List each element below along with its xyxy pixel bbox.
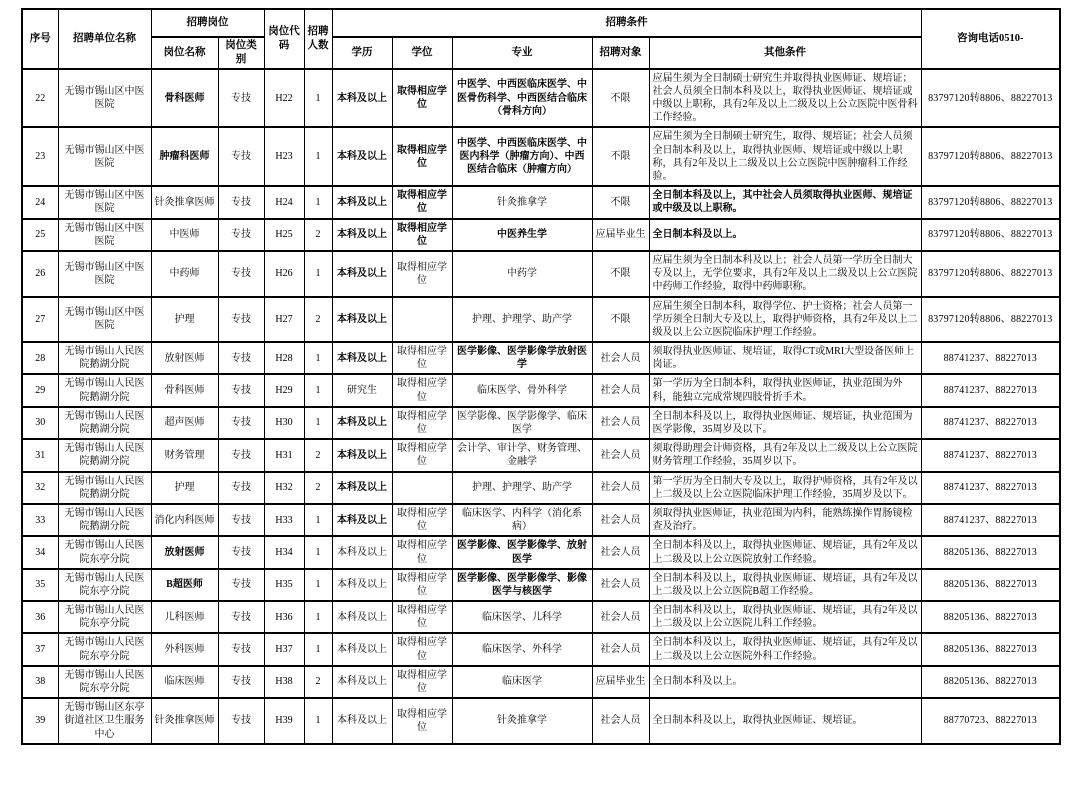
cell-count: 1 <box>304 407 332 439</box>
cell-unit: 无锡市锡山人民医院鹅湖分院 <box>58 472 151 504</box>
cell-name: B超医师 <box>151 569 218 601</box>
cell-phone: 83797120转8806、88227013 <box>921 127 1060 186</box>
cell-code: H26 <box>264 251 304 297</box>
cell-edu: 本科及以上 <box>332 297 392 343</box>
cell-other: 应届生须为全日制本科及以上；社会人员第一学历全日制大专及以上，无学位要求，具有2年及以上二级及以上公立医院中药师工作经验，取得中药师职称。 <box>649 251 921 297</box>
cell-seq: 29 <box>22 374 58 406</box>
cell-category: 专技 <box>218 69 264 128</box>
cell-phone: 83797120转8806、88227013 <box>921 219 1060 251</box>
cell-unit: 无锡市锡山人民医院东亭分院 <box>58 569 151 601</box>
cell-other: 全日制本科及以上。 <box>649 219 921 251</box>
cell-name: 肿瘤科医师 <box>151 127 218 186</box>
cell-major: 针灸推拿学 <box>452 698 592 744</box>
cell-seq: 27 <box>22 297 58 343</box>
cell-edu: 本科及以上 <box>332 439 392 471</box>
cell-major: 临床医学、外科学 <box>452 633 592 665</box>
cell-other: 应届生须为全日制硕士研究生并取得执业医师证、规培证；社会人员须全日制本科及以上，取得执业医师证、规培证或中级以上职称，具有2年及以上二级及以上公立医院中医骨科工作经验。 <box>649 69 921 128</box>
cell-target: 不限 <box>592 251 649 297</box>
cell-code: H35 <box>264 569 304 601</box>
cell-seq: 26 <box>22 251 58 297</box>
cell-code: H39 <box>264 698 304 744</box>
cell-category: 专技 <box>218 698 264 744</box>
cell-other: 全日制本科及以上，取得执业医师证、规培证，具有2年及以上二级及以上公立医院放射工作经验。 <box>649 536 921 568</box>
cell-unit: 无锡市锡山区东亭街道社区卫生服务中心 <box>58 698 151 744</box>
cell-unit: 无锡市锡山区中医医院 <box>58 186 151 218</box>
cell-major: 临床医学、儿科学 <box>452 601 592 633</box>
header-degree: 学位 <box>392 37 452 69</box>
cell-seq: 31 <box>22 439 58 471</box>
cell-unit: 无锡市锡山区中医医院 <box>58 219 151 251</box>
cell-target: 不限 <box>592 297 649 343</box>
cell-degree: 取得相应学位 <box>392 374 452 406</box>
cell-category: 专技 <box>218 569 264 601</box>
cell-edu: 本科及以上 <box>332 251 392 297</box>
table-row <box>22 374 1060 406</box>
cell-degree: 取得相应学位 <box>392 601 452 633</box>
cell-phone: 83797120转8806、88227013 <box>921 69 1060 128</box>
cell-code: H37 <box>264 633 304 665</box>
cell-category: 专技 <box>218 219 264 251</box>
header-position-group: 招聘岗位 <box>151 9 264 37</box>
cell-category: 专技 <box>218 601 264 633</box>
cell-major: 中医学、中西医临床医学、中医骨伤科学、中西医结合临床（骨科方向） <box>452 69 592 128</box>
cell-name: 儿科医师 <box>151 601 218 633</box>
cell-other: 应届生须全日制本科，取得学位、护士资格；社会人员第一学历须全日制大专及以上，取得护师资格，具有2年及以上二级及以上公立医院临床护理工作经验。 <box>649 297 921 343</box>
cell-phone: 88205136、88227013 <box>921 601 1060 633</box>
cell-category: 专技 <box>218 251 264 297</box>
cell-degree: 取得相应学位 <box>392 504 452 536</box>
cell-phone: 88741237、88227013 <box>921 504 1060 536</box>
cell-degree <box>392 297 452 343</box>
cell-code: H30 <box>264 407 304 439</box>
cell-edu: 本科及以上 <box>332 69 392 128</box>
cell-unit: 无锡市锡山人民医院东亭分院 <box>58 536 151 568</box>
cell-target: 社会人员 <box>592 504 649 536</box>
cell-seq: 34 <box>22 536 58 568</box>
cell-unit: 无锡市锡山人民医院鹅湖分院 <box>58 439 151 471</box>
cell-major: 医学影像、医学影像学、临床医学 <box>452 407 592 439</box>
header-phone: 咨询电话0510- <box>921 9 1060 69</box>
cell-category: 专技 <box>218 297 264 343</box>
cell-unit: 无锡市锡山区中医医院 <box>58 251 151 297</box>
cell-target: 社会人员 <box>592 536 649 568</box>
cell-target: 社会人员 <box>592 569 649 601</box>
cell-major: 会计学、审计学、财务管理、金融学 <box>452 439 592 471</box>
cell-name: 财务管理 <box>151 439 218 471</box>
cell-name: 针灸推拿医师 <box>151 698 218 744</box>
cell-count: 1 <box>304 127 332 186</box>
cell-edu: 本科及以上 <box>332 633 392 665</box>
cell-target: 不限 <box>592 127 649 186</box>
cell-phone: 88205136、88227013 <box>921 633 1060 665</box>
header-position-category: 岗位类别 <box>218 37 264 69</box>
cell-other: 全日制本科及以上。 <box>649 666 921 698</box>
cell-name: 骨科医师 <box>151 374 218 406</box>
cell-unit: 无锡市锡山人民医院鹅湖分院 <box>58 504 151 536</box>
cell-edu: 研究生 <box>332 374 392 406</box>
cell-major: 护理、护理学、助产学 <box>452 297 592 343</box>
header-conditions-group: 招聘条件 <box>332 9 921 37</box>
cell-seq: 39 <box>22 698 58 744</box>
cell-edu: 本科及以上 <box>332 472 392 504</box>
cell-target: 社会人员 <box>592 633 649 665</box>
cell-code: H24 <box>264 186 304 218</box>
cell-seq: 38 <box>22 666 58 698</box>
cell-seq: 23 <box>22 127 58 186</box>
cell-category: 专技 <box>218 504 264 536</box>
table-row <box>22 633 1060 665</box>
cell-count: 1 <box>304 698 332 744</box>
cell-name: 中药师 <box>151 251 218 297</box>
cell-phone: 83797120转8806、88227013 <box>921 186 1060 218</box>
cell-phone: 83797120转8806、88227013 <box>921 251 1060 297</box>
cell-phone: 88770723、88227013 <box>921 698 1060 744</box>
cell-count: 2 <box>304 666 332 698</box>
header-other: 其他条件 <box>649 37 921 69</box>
table-row <box>22 472 1060 504</box>
table-row <box>22 666 1060 698</box>
recruitment-table <box>21 8 1061 745</box>
header-code: 岗位代码 <box>264 9 304 69</box>
cell-major: 临床医学、内科学（消化系病） <box>452 504 592 536</box>
cell-name: 超声医师 <box>151 407 218 439</box>
cell-name: 针灸推拿医师 <box>151 186 218 218</box>
cell-degree: 取得相应学位 <box>392 219 452 251</box>
cell-degree: 取得相应学位 <box>392 407 452 439</box>
cell-degree: 取得相应学位 <box>392 698 452 744</box>
cell-edu: 本科及以上 <box>332 504 392 536</box>
cell-seq: 33 <box>22 504 58 536</box>
header-target: 招聘对象 <box>592 37 649 69</box>
table-row <box>22 504 1060 536</box>
cell-name: 临床医师 <box>151 666 218 698</box>
cell-degree: 取得相应学位 <box>392 569 452 601</box>
cell-edu: 本科及以上 <box>332 569 392 601</box>
cell-other: 全日制本科及以上，取得执业医师证、规培证，具有2年及以上二级及以上公立医院外科工作经验。 <box>649 633 921 665</box>
cell-unit: 无锡市锡山人民医院东亭分院 <box>58 633 151 665</box>
table-row <box>22 219 1060 251</box>
cell-code: H32 <box>264 472 304 504</box>
cell-degree: 取得相应学位 <box>392 127 452 186</box>
cell-seq: 30 <box>22 407 58 439</box>
cell-phone: 88741237、88227013 <box>921 472 1060 504</box>
table-header <box>22 9 1060 69</box>
cell-phone: 88741237、88227013 <box>921 342 1060 374</box>
cell-other: 须取得执业医师证、规培证，取得CT或MRI大型设备医师上岗证。 <box>649 342 921 374</box>
cell-edu: 本科及以上 <box>332 186 392 218</box>
cell-other: 全日制本科及以上，取得执业医师证、规培证，执业范围为医学影像，35周岁及以下。 <box>649 407 921 439</box>
cell-phone: 88205136、88227013 <box>921 569 1060 601</box>
table-row <box>22 127 1060 186</box>
cell-major: 中药学 <box>452 251 592 297</box>
cell-degree: 取得相应学位 <box>392 251 452 297</box>
cell-other: 须取得助理会计师资格，具有2年及以上二级及以上公立医院财务管理工作经验，35周岁以下。 <box>649 439 921 471</box>
header-count: 招聘人数 <box>304 9 332 69</box>
cell-degree: 取得相应学位 <box>392 536 452 568</box>
cell-other: 第一学历为全日制本科，取得执业医师证，执业范围为外科，能独立完成常规四肢骨折手术。 <box>649 374 921 406</box>
table-row <box>22 342 1060 374</box>
cell-major: 医学影像、医学影像学放射医学 <box>452 342 592 374</box>
cell-category: 专技 <box>218 374 264 406</box>
cell-degree: 取得相应学位 <box>392 342 452 374</box>
cell-category: 专技 <box>218 472 264 504</box>
cell-seq: 25 <box>22 219 58 251</box>
cell-unit: 无锡市锡山人民医院东亭分院 <box>58 666 151 698</box>
cell-major: 护理、护理学、助产学 <box>452 472 592 504</box>
cell-major: 临床医学 <box>452 666 592 698</box>
table-row <box>22 601 1060 633</box>
table-body <box>22 69 1060 744</box>
cell-major: 中医养生学 <box>452 219 592 251</box>
cell-code: H27 <box>264 297 304 343</box>
cell-edu: 本科及以上 <box>332 342 392 374</box>
cell-name: 中医师 <box>151 219 218 251</box>
cell-code: H34 <box>264 536 304 568</box>
cell-other: 全日制本科及以上，取得执业医师证、规培证，具有2年及以上二级及以上公立医院儿科工作经验。 <box>649 601 921 633</box>
cell-target: 社会人员 <box>592 698 649 744</box>
cell-major: 医学影像、医学影像学、影像医学与核医学 <box>452 569 592 601</box>
table-row <box>22 69 1060 128</box>
cell-major: 医学影像、医学影像学、放射医学 <box>452 536 592 568</box>
cell-name: 骨科医师 <box>151 69 218 128</box>
cell-name: 放射医师 <box>151 536 218 568</box>
cell-unit: 无锡市锡山人民医院鹅湖分院 <box>58 342 151 374</box>
cell-phone: 88741237、88227013 <box>921 439 1060 471</box>
cell-category: 专技 <box>218 536 264 568</box>
cell-target: 社会人员 <box>592 439 649 471</box>
cell-category: 专技 <box>218 342 264 374</box>
cell-edu: 本科及以上 <box>332 219 392 251</box>
cell-count: 1 <box>304 633 332 665</box>
cell-count: 1 <box>304 569 332 601</box>
header-seq: 序号 <box>22 9 58 69</box>
cell-phone: 88741237、88227013 <box>921 374 1060 406</box>
cell-seq: 28 <box>22 342 58 374</box>
cell-count: 1 <box>304 601 332 633</box>
cell-count: 1 <box>304 69 332 128</box>
cell-code: H31 <box>264 439 304 471</box>
cell-code: H28 <box>264 342 304 374</box>
cell-code: H23 <box>264 127 304 186</box>
cell-edu: 本科及以上 <box>332 666 392 698</box>
cell-other: 全日制本科及以上，取得执业医师证、规培证。 <box>649 698 921 744</box>
cell-name: 外科医师 <box>151 633 218 665</box>
cell-seq: 24 <box>22 186 58 218</box>
cell-edu: 本科及以上 <box>332 127 392 186</box>
cell-edu: 本科及以上 <box>332 601 392 633</box>
cell-count: 2 <box>304 439 332 471</box>
cell-name: 护理 <box>151 472 218 504</box>
cell-count: 1 <box>304 342 332 374</box>
cell-code: H29 <box>264 374 304 406</box>
cell-category: 专技 <box>218 666 264 698</box>
header-unit: 招聘单位名称 <box>58 9 151 69</box>
cell-degree: 取得相应学位 <box>392 439 452 471</box>
cell-seq: 36 <box>22 601 58 633</box>
cell-code: H38 <box>264 666 304 698</box>
header-major: 专业 <box>452 37 592 69</box>
cell-edu: 本科及以上 <box>332 536 392 568</box>
cell-category: 专技 <box>218 407 264 439</box>
cell-count: 1 <box>304 251 332 297</box>
cell-major: 针灸推拿学 <box>452 186 592 218</box>
cell-seq: 22 <box>22 69 58 128</box>
cell-phone: 83797120转8806、88227013 <box>921 297 1060 343</box>
cell-category: 专技 <box>218 127 264 186</box>
cell-target: 社会人员 <box>592 342 649 374</box>
cell-seq: 35 <box>22 569 58 601</box>
cell-code: H22 <box>264 69 304 128</box>
cell-unit: 无锡市锡山人民医院鹅湖分院 <box>58 407 151 439</box>
cell-degree: 取得相应学位 <box>392 633 452 665</box>
table-row <box>22 536 1060 568</box>
cell-other: 须取得执业医师证，执业范围为内科，能熟练操作胃肠镜检查及治疗。 <box>649 504 921 536</box>
cell-other: 全日制本科及以上，取得执业医师证、规培证，具有2年及以上二级及以上公立医院B超工作经验。 <box>649 569 921 601</box>
cell-other: 全日制本科及以上，其中社会人员须取得执业医师、规培证或中级及以上职称。 <box>649 186 921 218</box>
cell-other: 应届生须为全日制硕士研究生，取得、规培证；社会人员须全日制本科及以上，取得执业医师、规培证或中级以上职称，具有2年及以上二级及以上公立医院中医肿瘤科工作经验。 <box>649 127 921 186</box>
cell-major: 中医学、中西医临床医学、中医内科学（肿瘤方向）、中西医结合临床（肿瘤方向） <box>452 127 592 186</box>
cell-unit: 无锡市锡山人民医院鹅湖分院 <box>58 374 151 406</box>
cell-target: 社会人员 <box>592 374 649 406</box>
table-row <box>22 698 1060 744</box>
cell-target: 应届毕业生 <box>592 219 649 251</box>
cell-degree <box>392 472 452 504</box>
table-row <box>22 297 1060 343</box>
cell-name: 放射医师 <box>151 342 218 374</box>
cell-code: H36 <box>264 601 304 633</box>
cell-unit: 无锡市锡山区中医医院 <box>58 127 151 186</box>
cell-count: 1 <box>304 536 332 568</box>
cell-count: 2 <box>304 297 332 343</box>
cell-degree: 取得相应学位 <box>392 666 452 698</box>
cell-unit: 无锡市锡山人民医院东亭分院 <box>58 601 151 633</box>
cell-count: 1 <box>304 186 332 218</box>
cell-name: 护理 <box>151 297 218 343</box>
cell-edu: 本科及以上 <box>332 407 392 439</box>
cell-unit: 无锡市锡山区中医医院 <box>58 297 151 343</box>
cell-category: 专技 <box>218 186 264 218</box>
cell-category: 专技 <box>218 633 264 665</box>
cell-phone: 88205136、88227013 <box>921 666 1060 698</box>
table-row <box>22 186 1060 218</box>
cell-other: 第一学历为全日制大专及以上，取得护师资格，具有2年及以上二级及以上公立医院临床护理工作经验，35周岁及以下。 <box>649 472 921 504</box>
table-row <box>22 569 1060 601</box>
cell-seq: 37 <box>22 633 58 665</box>
cell-phone: 88205136、88227013 <box>921 536 1060 568</box>
cell-count: 1 <box>304 374 332 406</box>
table-row <box>22 407 1060 439</box>
header-position-name: 岗位名称 <box>151 37 218 69</box>
cell-edu: 本科及以上 <box>332 698 392 744</box>
cell-target: 社会人员 <box>592 472 649 504</box>
header-edu: 学历 <box>332 37 392 69</box>
cell-count: 2 <box>304 472 332 504</box>
table-row <box>22 251 1060 297</box>
cell-degree: 取得相应学位 <box>392 69 452 128</box>
cell-seq: 32 <box>22 472 58 504</box>
cell-target: 社会人员 <box>592 407 649 439</box>
cell-target: 应届毕业生 <box>592 666 649 698</box>
cell-category: 专技 <box>218 439 264 471</box>
cell-major: 临床医学、骨外科学 <box>452 374 592 406</box>
cell-phone: 88741237、88227013 <box>921 407 1060 439</box>
cell-count: 1 <box>304 504 332 536</box>
cell-code: H33 <box>264 504 304 536</box>
cell-count: 2 <box>304 219 332 251</box>
cell-target: 不限 <box>592 69 649 128</box>
cell-degree: 取得相应学位 <box>392 186 452 218</box>
cell-target: 社会人员 <box>592 601 649 633</box>
table-row <box>22 439 1060 471</box>
cell-unit: 无锡市锡山区中医医院 <box>58 69 151 128</box>
cell-name: 消化内科医师 <box>151 504 218 536</box>
cell-code: H25 <box>264 219 304 251</box>
cell-target: 不限 <box>592 186 649 218</box>
